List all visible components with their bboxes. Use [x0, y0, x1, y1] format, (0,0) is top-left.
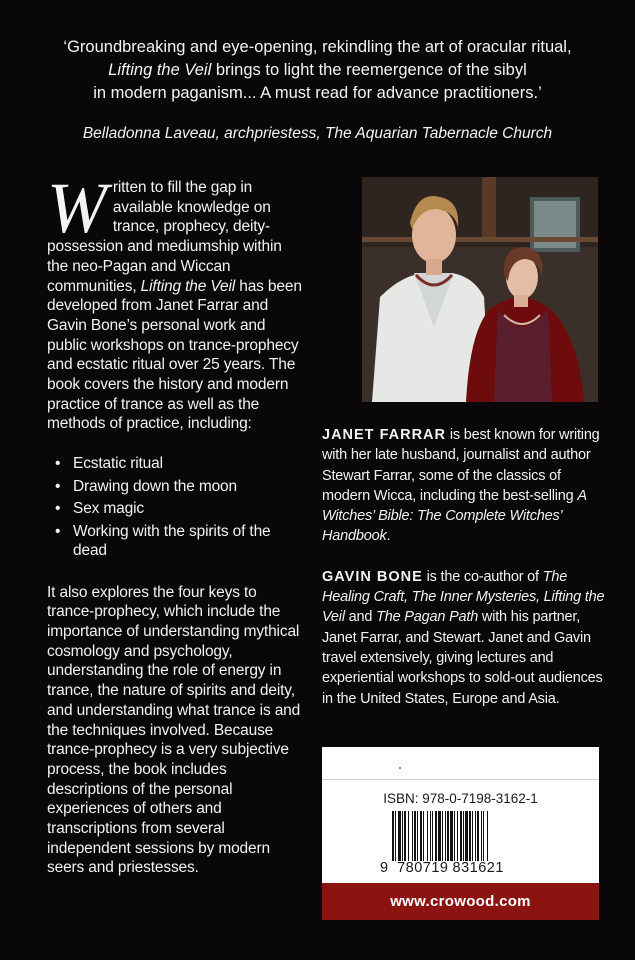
drop-cap: W: [47, 168, 107, 248]
bullet-icon: •: [55, 477, 61, 495]
list-item: • Working with the spirits of the dead: [55, 522, 271, 560]
blurb-book-title: Lifting the Veil: [140, 277, 236, 295]
janet-name: JANET FARRAR: [322, 427, 446, 443]
quote-line-1: ‘Groundbreaking and eye-opening, rekindling the art of oracular ritual,: [63, 38, 572, 56]
list-item: • Ecstatic ritual: [55, 455, 163, 473]
quote-line-3: in modern paganism... A must read for advance practitioners.’: [93, 84, 542, 102]
blurb-column: [47, 168, 305, 878]
barcode-digits: 9 780719 831621: [380, 860, 504, 876]
gavin-book-titles: The Healing Craft, The Inner Mysteries, Lifting the Veil: [322, 568, 605, 626]
gavin-book-title-2: The Pagan Path: [376, 609, 479, 626]
blurb-outro: It also explores the four keys to trance-prophecy, which include the importance of understanding mythical cosmology and psychology, understanding the role of energy in trance, the nature of spirits and deity, and understanding what trance is and the techniques involved. Because trance-prophecy is a very subjective process, the book includes descriptions of the personal experiences of others and transcriptions from several independent sessions by modern seers and priestesses.: [47, 583, 301, 877]
quote-line-2-rest: brings to light the reemergence of the sibyl: [211, 61, 527, 79]
janet-book-title: A Witches’ Bible: The Complete Witches’ Handbook: [322, 487, 587, 545]
list-item: • Drawing down the moon: [55, 477, 237, 495]
list-item: • Sex magic: [55, 500, 145, 518]
bullet-icon: •: [55, 500, 61, 518]
publisher-url[interactable]: www.crowood.com: [322, 883, 599, 920]
blurb-intro-b: has been developed from Janet Farrar and Gavin Bone’s personal work and public workshops on trance-prophecy and ecstatic ritual over 25 years. The book covers the history and modern practice of trance as well as the methods of practice, including:: [47, 277, 302, 433]
author-photo: [362, 177, 598, 402]
bullet-icon: •: [55, 455, 61, 473]
quote-attribution: Belladonna Laveau, archpriestess, The Aquarian Tabernacle Church: [82, 125, 553, 142]
quote-line-2: [20, 59, 615, 82]
blurb-intro-a: ritten to fill the gap in available knowledge on trance, prophecy, deity-possession and mediumship within the neo-Pagan and Wiccan communities,: [47, 179, 282, 295]
barcode-icon: [392, 811, 524, 861]
review-quote: [20, 36, 615, 105]
author-photo-illustration: [362, 177, 598, 402]
bullet-icon: •: [55, 522, 61, 540]
gavin-name: GAVIN BONE: [322, 568, 423, 585]
gavin-bio: GAVIN BONE is the co-author of The Healing Craft, The Inner Mysteries, Lifting the Veil and The Pagan Path with his partner, Janet Farrar, and Stewart. Janet and Gavin travel extensively, giving lectures and experiential workshops to sold-out audiences in the United States, Europe and Asia.: [322, 568, 605, 707]
practice-list: [47, 454, 305, 561]
barcode-panel: [322, 747, 599, 883]
isbn-text: ISBN: 978-0-7198-3162-1: [383, 791, 538, 806]
author-bios: [322, 425, 607, 729]
quote-book-title: Lifting the Veil: [108, 61, 212, 79]
blurb-intro: [47, 168, 305, 434]
janet-bio: JANET FARRAR is best known for writing with her late husband, journalist and author Stewart Farrar, some of the classics of modern Wicca, including the best-selling A Witches’ Bible: The Complete Witches’ Handbook.: [322, 427, 600, 545]
price-area: [322, 747, 599, 780]
